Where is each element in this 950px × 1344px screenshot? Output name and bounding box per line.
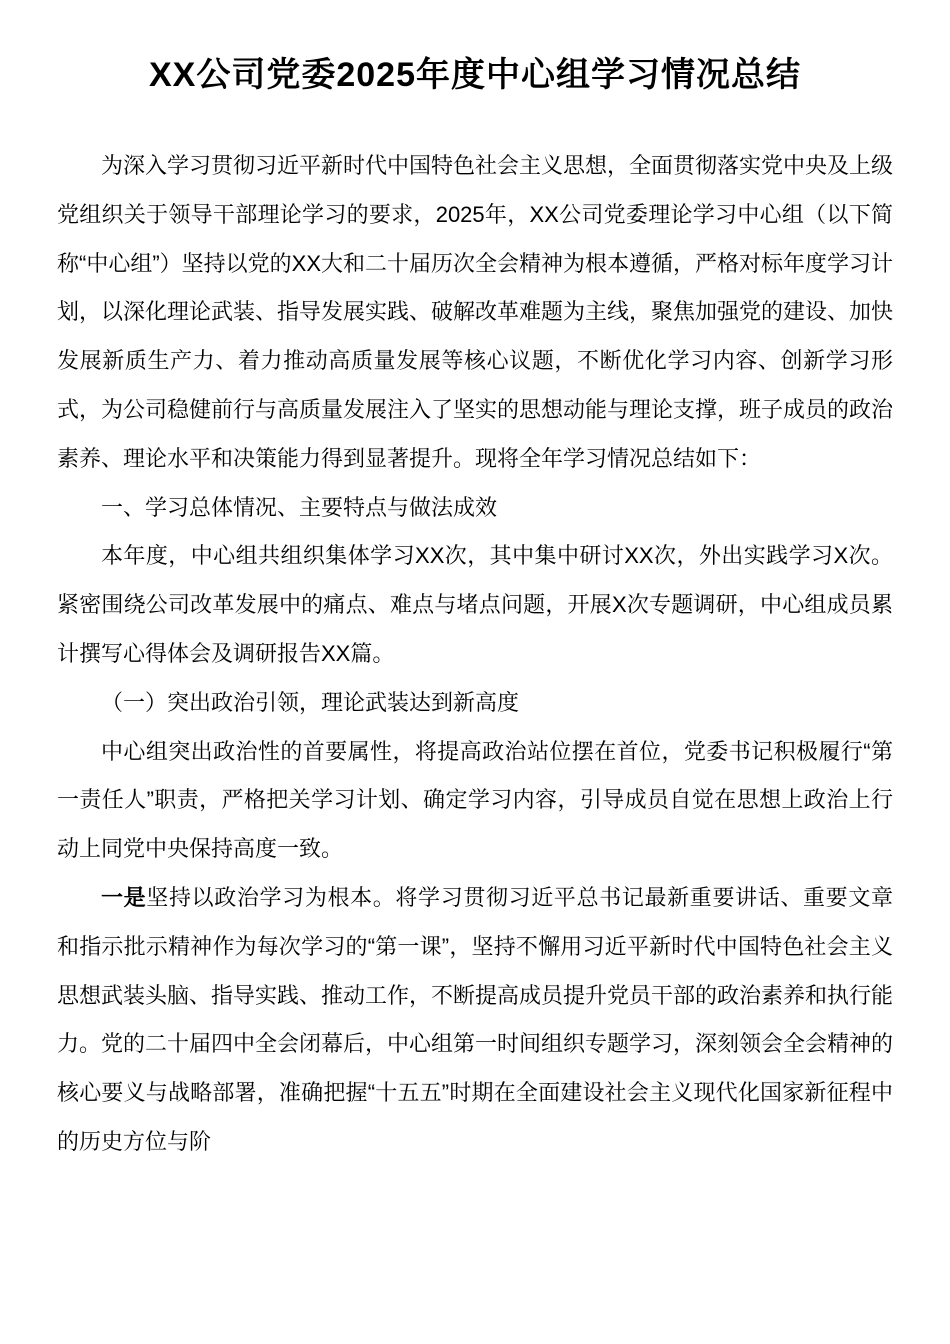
document-title: XX公司党委2025年度中心组学习情况总结 <box>149 56 801 94</box>
bold-lead-text: 一是 <box>101 884 147 910</box>
document-body <box>57 142 893 1167</box>
paragraph: 为深入学习贯彻习近平新时代中国特色社会主义思想，全面贯彻落实党中央及上级党组织关于领导干部理论学习的要求，2025年，XX公司党委理论学习中心组（以下简称“中心组”）坚持以党的XX大和二十届历次全会精神为根本遵循，严格对标年度学习计划，以深化理论武装、指导发展实践、破解改革难题为主线，聚焦加强党的建设、加快发展新质生产力、着力推动高质量发展等核心议题，不断优化学习内容、创新学习形式，为公司稳健前行与高质量发展注入了坚实的思想动能与理论支撑，班子成员的政治素养、理论水平和决策能力得到显著提升。现将全年学习情况总结如下： <box>57 153 894 471</box>
section-heading1: 一、学习总体情况、主要特点与做法成效 <box>101 494 498 520</box>
paragraph: 本年度，中心组共组织集体学习XX次，其中集中研讨XX次，外出实践学习X次。紧密围绕公司改革发展中的痛点、难点与堵点问题，开展X次专题调研，中心组成员累计撰写心得体会及调研报告XX篇。 <box>57 543 893 666</box>
section-heading2: （一）突出政治引领，理论武装达到新高度 <box>101 689 520 715</box>
paragraph <box>57 874 893 1167</box>
paragraph-text: 坚持以政治学习为根本。将学习贯彻习近平总书记最新重要讲话、重要文章和指示批示精神作为每次学习的“第一课”，坚持不懈用习近平新时代中国特色社会主义思想武装头脑、指导实践、推动工作，不断提高成员提升党员干部的政治素养和执行能力。党的二十届四中全会闭幕后，中心组第一时间组织专题学习，深刻领会全会精神的核心要义与战略部署，准确把握“十五五”时期在全面建设社会主义现代化国家新征程中的历史方位与阶 <box>57 884 894 1154</box>
paragraph: 中心组突出政治性的首要属性，将提高政治站位摆在首位，党委书记积极履行“第一责任人”职责，严格把关学习计划、确定学习内容，引导成员自觉在思想上政治上行动上同党中央保持高度一致。 <box>57 738 893 862</box>
